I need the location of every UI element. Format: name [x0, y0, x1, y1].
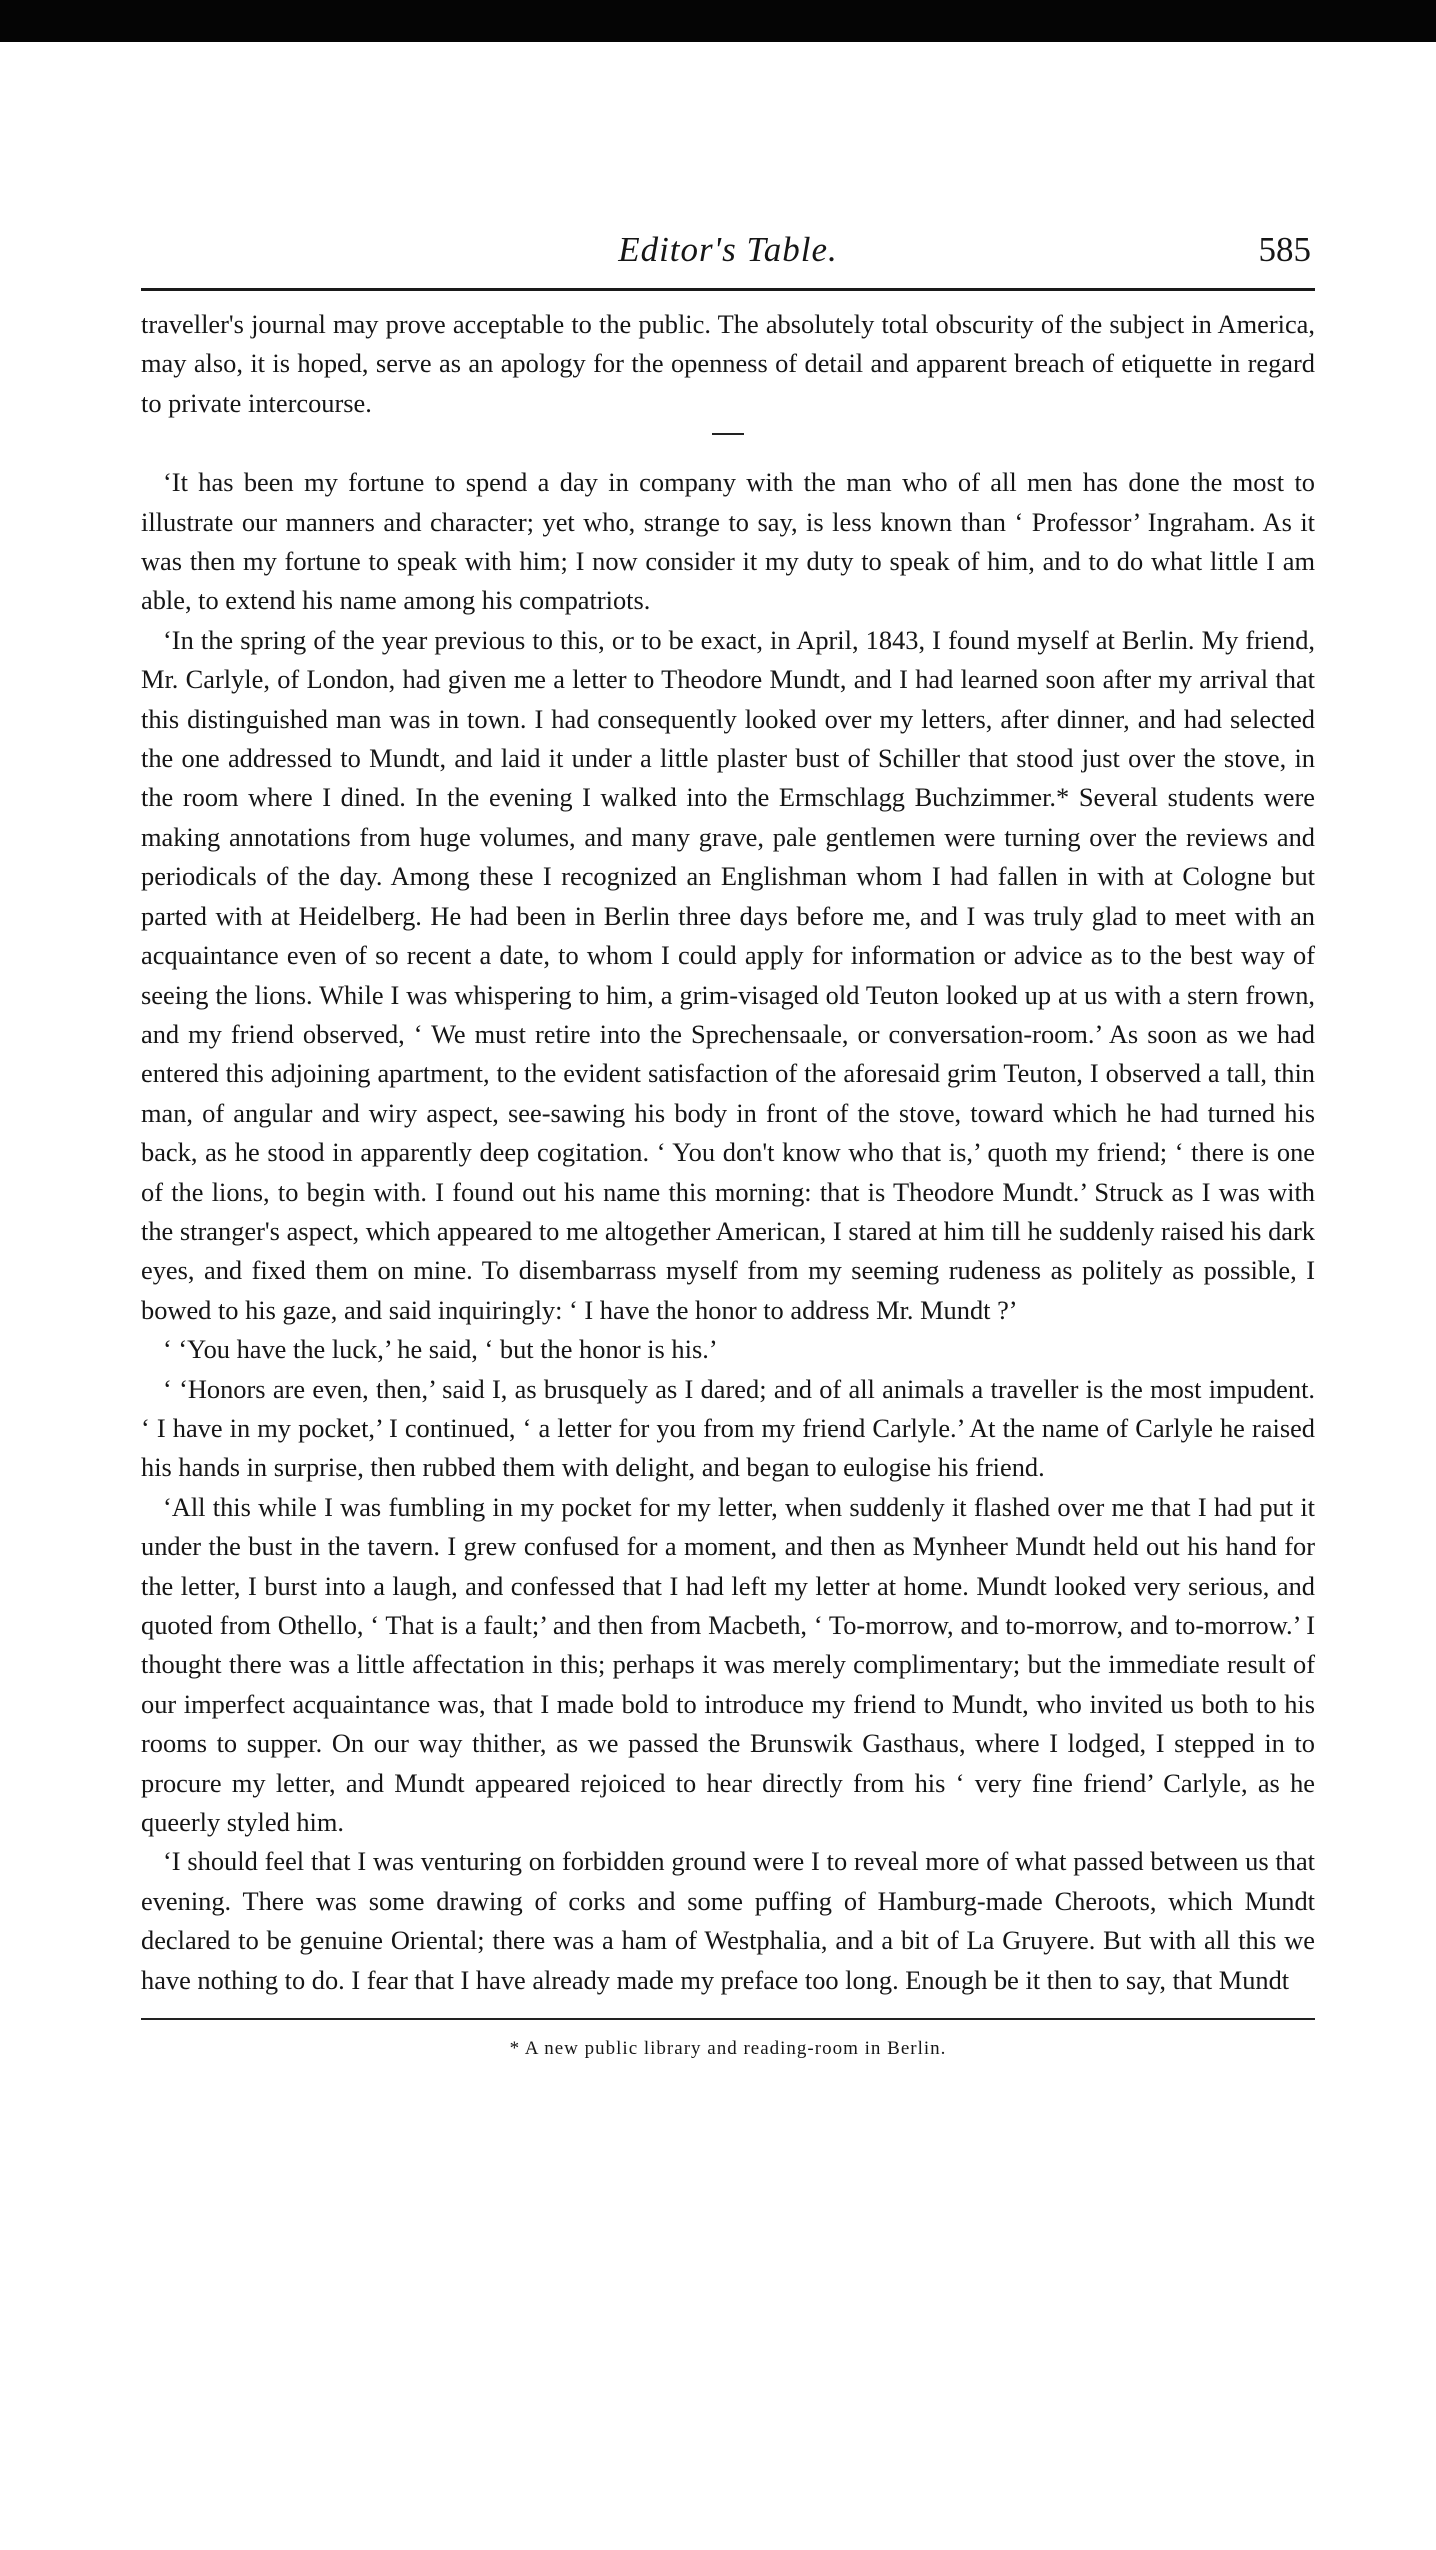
paragraph: ‘It has been my fortune to spend a day in company with the man who of all men has done the most to illustrate our manners and character; yet who, strange to say, is less known than ‘ Professor’ Ingraham. As it was then my fortune to speak with him; I now consider it my duty to speak of him, and to do what little I am able, to extend his name among his compatriots.: [141, 467, 1315, 616]
footnote: * A new public library and reading-room in Berlin.: [509, 2038, 947, 2060]
paragraph: ‘ ‘You have the luck,’ he said, ‘ but the honor is his.’: [163, 1334, 718, 1365]
body-text: [141, 305, 1315, 2000]
book-page: [141, 228, 1315, 2060]
page-header: [141, 228, 1315, 291]
page-number: 585: [1258, 230, 1311, 269]
running-head: Editor's Table.: [618, 230, 838, 269]
paragraph: ‘All this while I was fumbling in my pocket for my letter, when suddenly it flashed over me that I had put it under the bust in the tavern. I grew confused for a moment, and then as Mynheer Mundt held out his hand for the letter, I burst into a laugh, and confessed that I had left my letter at home. Mundt looked very serious, and quoted from Othello, ‘ That is a fault;’ and then from Macbeth, ‘ To-morrow, and to-morrow, and to-morrow.’ I thought there was a little affectation in this; perhaps it was merely complimentary; but the immediate result of our imperfect acquaintance was, that I made bold to introduce my friend to Mundt, who invited us both to his rooms to supper. On our way thither, as we passed the Brunswik Gasthaus, where I lodged, I stepped in to procure my letter, and Mundt appeared rejoiced to hear directly from his ‘ very fine friend’ Carlyle, as he queerly styled him.: [141, 1491, 1315, 1838]
paragraph: ‘ ‘Honors are even, then,’ said I, as brusquely as I dared; and of all animals a traveller is the most impudent. ‘ I have in my pocket,’ I continued, ‘ a letter for you from my friend Carlyle.’ At the name of Carlyle he raised his hands in surprise, then rubbed them with delight, and began to eulogise his friend.: [141, 1373, 1315, 1483]
paragraph: traveller's journal may prove acceptable to the public. The absolutely total obscurity of the subject in America, may also, it is hoped, serve as an apology for the openness of detail and apparent breach of etiquette in regard to private intercourse.: [141, 309, 1315, 418]
section-divider: [712, 433, 744, 435]
footnote-rule: [141, 2018, 1315, 2020]
paragraph: ‘In the spring of the year previous to this, or to be exact, in April, 1843, I found myself at Berlin. My friend, Mr. Carlyle, of London, had given me a letter to Theodore Mundt, and I had learned soon after my arrival that this distinguished man was in town. I had consequently looked over my letters, after dinner, and had selected the one addressed to Mundt, and laid it under a little plaster bust of Schiller that stood just over the stove, in the room where I dined. In the evening I walked into the Ermschlagg Buchzimmer.* Several students were making annotations from huge volumes, and many grave, pale gentlemen were turning over the reviews and periodicals of the day. Among these I recognized an Englishman whom I had fallen in with at Cologne but parted with at Heidelberg. He had been in Berlin three days before me, and I was truly glad to meet with an acquaintance even of so recent a date, to whom I could apply for information or advice as to the best way of seeing the lions. While I was whispering to him, a grim-visaged old Teuton looked up at us with a stern frown, and my friend observed, ‘ We must retire into the Sprechensaale, or conversation-room.’ As soon as we had entered this adjoining apartment, to the evident satisfaction of the aforesaid grim Teuton, I observed a tall, thin man, of angular and wiry aspect, see-sawing his body in front of the stove, toward which he had turned his back, as he stood in apparently deep cogitation. ‘ You don't know who that is,’ quoth my friend; ‘ there is one of the lions, to begin with. I found out his name this morning: that is Theodore Mundt.’ Struck as I was with the stranger's aspect, which appeared to me altogether American, I stared at him till he suddenly raised his dark eyes, and fixed them on mine. To disembarrass myself from my seeming rudeness as politely as possible, I bowed to his gaze, and said inquiringly: ‘ I have the honor to address Mr. Mundt ?’: [141, 624, 1315, 1325]
scan-top-border: [0, 0, 1436, 42]
paragraph: ‘I should feel that I was venturing on forbidden ground were I to reveal more of what passed between us that evening. There was some drawing of corks and some puffing of Hamburg-made Cheroots, which Mundt declared to be genuine Oriental; there was a ham of Westphalia, and a bit of La Gruyere. But with all this we have nothing to do. I fear that I have already made my preface too long. Enough be it then to say, that Mundt: [141, 1846, 1315, 1995]
